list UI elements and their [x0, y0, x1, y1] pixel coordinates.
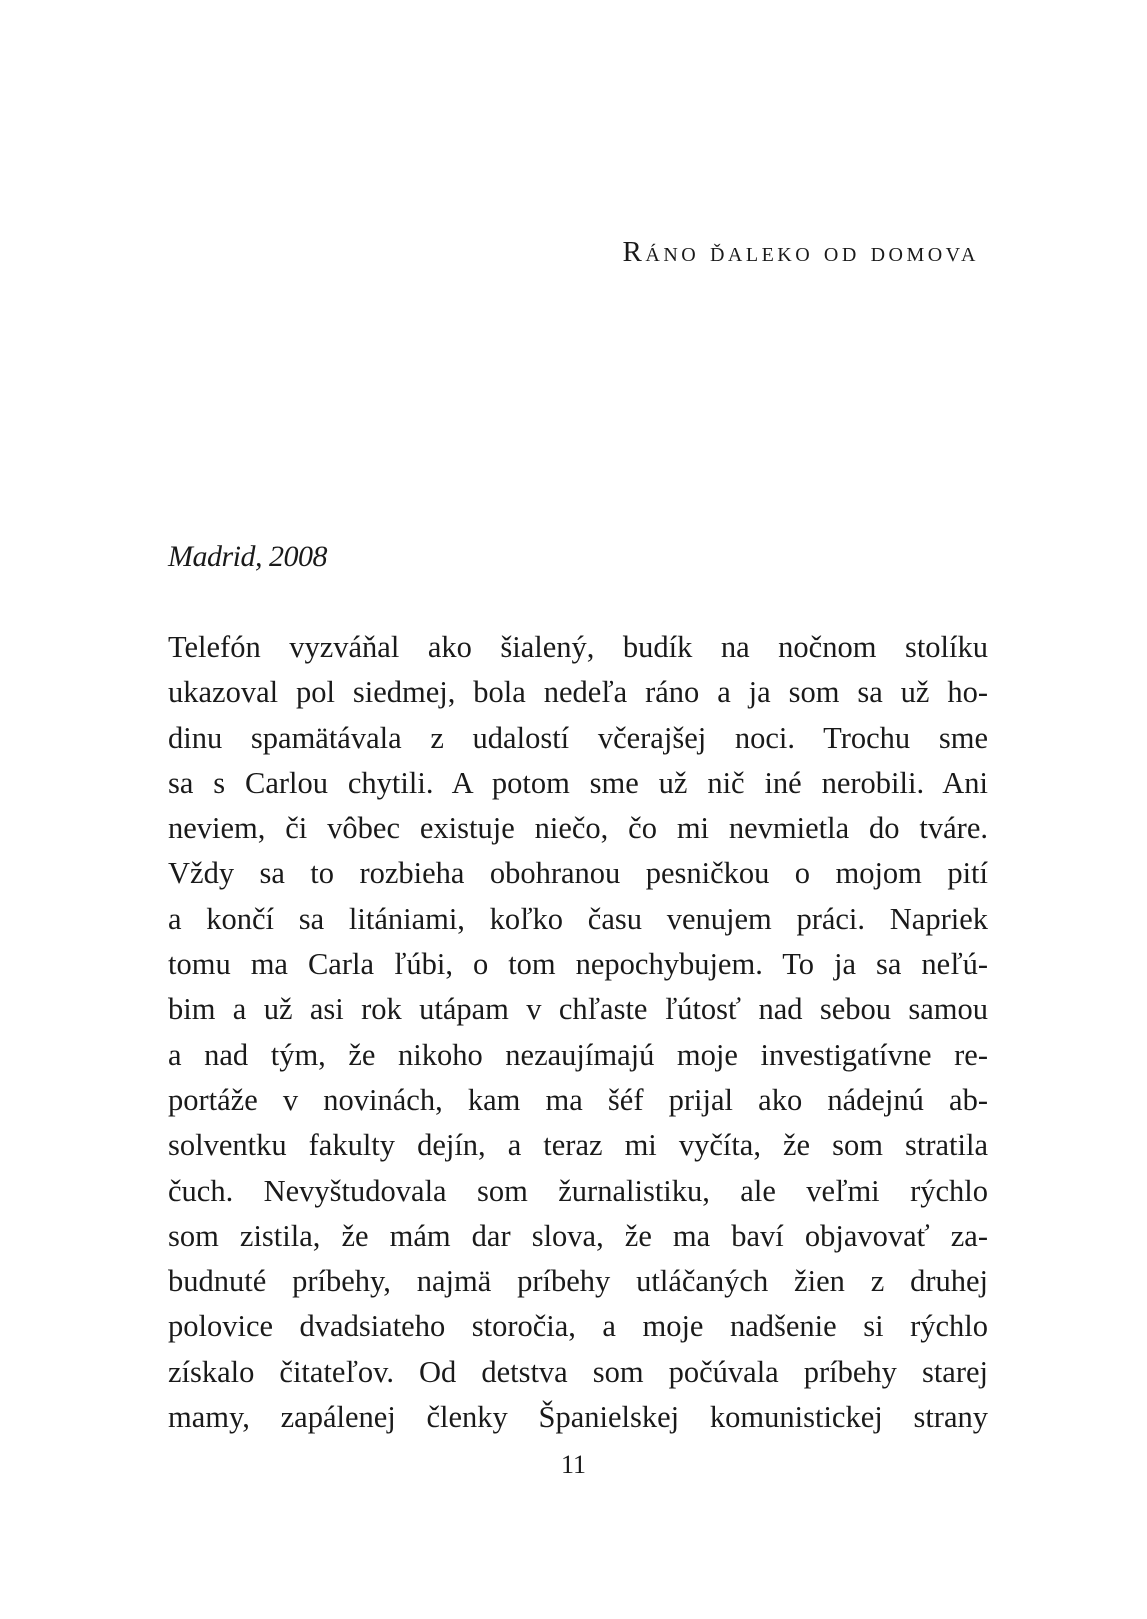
text-line: ukazoval pol siedmej, bola nedeľa ráno a ja som sa už ho- [168, 675, 988, 710]
text-line: Vždy sa to rozbieha obohranou pesničkou o mojom pití [168, 856, 988, 891]
text-line: budnuté príbehy, najmä príbehy utláčaných žien z druhej [168, 1264, 988, 1299]
text-line: sa s Carlou chytili. A potom sme už nič iné nerobili. Ani [168, 765, 988, 800]
text-line: čuch. Nevyštudovala som žurnalistiku, ale veľmi rýchlo [168, 1173, 988, 1208]
text-line: tomu ma Carla ľúbi, o tom nepochybujem. To ja sa neľú- [168, 947, 988, 982]
text-line: neviem, či vôbec existuje niečo, čo mi nevmietla do tváre. [168, 811, 988, 846]
chapter-title: Ráno ďaleko od domova [622, 236, 979, 268]
text-line: polovice dvadsiateho storočia, a moje nadšenie si rýchlo [168, 1309, 988, 1344]
text-line: získalo čitateľov. Od detstva som počúvala príbehy starej [168, 1354, 988, 1389]
text-line: a nad tým, že nikoho nezaujímajú moje investigatívne re- [168, 1037, 988, 1072]
body-paragraph [168, 625, 988, 1440]
text-line: portáže v novinách, kam ma šéf prijal ako nádejnú ab- [168, 1082, 988, 1117]
text-line: a končí sa litániami, koľko času venujem práci. Napriek [168, 901, 988, 936]
text-line: Telefón vyzváňal ako šialený, budík na nočnom stolíku [168, 630, 988, 664]
text-line: som zistila, že mám dar slova, že ma baví objavovať za- [168, 1218, 988, 1253]
text-line: bim a už asi rok utápam v chľaste ľútosť nad sebou samou [168, 992, 988, 1027]
dateline: Madrid, 2008 [168, 540, 327, 573]
text-line: mamy, zapálenej členky Španielskej komunistickej strany [168, 1400, 988, 1435]
text-line: dinu spamätávala z udalostí včerajšej noci. Trochu sme [168, 720, 988, 755]
page-number: 11 [560, 1450, 587, 1479]
text-line: solventku fakulty dejín, a teraz mi vyčíta, že som stratila [168, 1128, 988, 1163]
